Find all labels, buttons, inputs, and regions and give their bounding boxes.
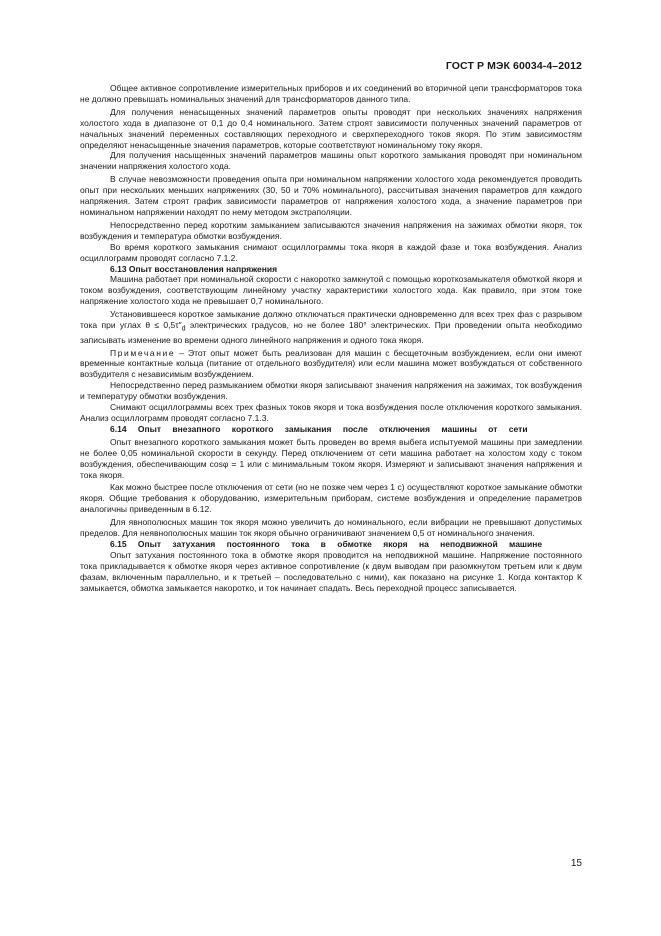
paragraph: Опыт затухания постоянного тока в обмотке якоря проводится на неподвижной машине. Напряжение постоянного тока прикладывается к обмотке якоря через активное сопротивление (к двум выводам при разомкнутом третьем или к двум фазам, включенным параллельно, и к третьей – последовательно с ними), как показано на рисунке 1. Когда контактор К замыкается, обмотка замыкается накоротко, и ток начинает спадать. Весь переходной процесс записывается.: [80, 549, 582, 593]
paragraph: [80, 309, 582, 345]
paragraph: Опыт внезапного короткого замыкания может быть проведен во время выбега испытуемой машины при замедлении не более 0,05 номинальной скорости в секунду. Перед отключением от сети машина работает на холостом ходу с током возбуждения, обеспечивающим cosφ = 1 или с минимальным током якоря. Измеряют и записывают значения напряжения и тока якоря.: [80, 436, 582, 480]
paragraph: Как можно быстрее после отключения от сети (но не позже чем через 1 с) осуществляют короткое замыкание обмотки якоря. Общие требования к оборудованию, измерительным приборам, системе возбуждения и определение параметров аналогичны приведенным в 6.12.: [80, 482, 582, 515]
section-heading-6-15: 6.15 Опыт затухания постоянного тока в обмотке якоря на неподвижной машине: [110, 538, 543, 549]
subscript: d: [181, 324, 186, 333]
paragraph: Непосредственно перед размыканием обмотки якоря записывают значения напряжения на зажимах, ток возбуждения и температуру обмотки возбуждения.: [80, 380, 582, 402]
document-body: [80, 83, 582, 593]
note-label: Примечание: [110, 347, 176, 358]
page-number: 15: [570, 858, 582, 869]
note-text: – Этот опыт может быть реализован для машин с бесщеточным возбуждением, если они имеют временные контактные кольца (питание от отдельного возбудителя) или если машина может возбуждаться от собственного возбудителя с независимым возбуждением.: [80, 347, 582, 380]
note-paragraph: [80, 348, 582, 381]
paragraph: Для получения ненасыщенных значений параметров опыты проводят при нескольких значениях напряжения холостого хода в диапазоне от 0,1 до 0,4 номинального. Затем строят зависимости полученных значений параметров от начальных значений переменных составляющих переходного и сверхпереходного токов якоря. По этим зависимостям определяют ненасыщенные значения параметров, которые соответствуют номинальному току якоря.: [80, 106, 582, 150]
paragraph: Общее активное сопротивление измерительных приборов и их соединений во вторичной цепи трансформаторов тока не должно превышать номинальных значений для трансформаторов данного типа.: [80, 83, 582, 104]
paragraph: Снимают осциллограммы всех трех фазных токов якоря и тока возбуждения после отключения короткого замыкания. Анализ осциллограмм проводят согласно 7.1.3.: [80, 402, 582, 423]
paragraph: Машина работает при номинальной скорости с накоротко замкнутой с помощью короткозамыкателя обмоткой якоря и током возбуждения, соответствующим линейному участку характеристики холостого хода. Как правило, при этом токе напряжение холостого хода не превышает 0,7 номинального.: [80, 274, 582, 307]
paragraph: Во время короткого замыкания снимают осциллограммы тока якоря в каждой фазе и тока возбуждения. Анализ осциллограмм проводят согласно 7.1.2.: [80, 241, 582, 263]
paragraph-text: Установившееся короткое замыкание должно отключаться практически одновременно для всех трех фаз с разрывом тока при углах θ ≤ 0,5τ″: [80, 309, 582, 331]
section-heading-6-13: 6.13 Опыт восстановления напряжения: [110, 263, 278, 274]
paragraph: Для получения насыщенных значений параметров машины опыт короткого замыкания проводят при номинальном значении напряжения холостого хода.: [80, 150, 582, 172]
paragraph: В случае невозможности проведения опыта при номинальном напряжении холостого хода рекомендуется проводить опыт при нескольких меньших напряжениях (30, 50 и 70% номинального), рассчитывая значения параметров для каждого напряжения. Затем строят график зависимости параметров от напряжения холостого хода, а значение параметров при номинальном напряжении находят по нему методом экстраполяции.: [80, 174, 582, 217]
document-header: ГОСТ Р МЭК 60034-4–2012: [445, 60, 582, 72]
section-heading-6-14: 6.14 Опыт внезапного короткого замыкания после отключения машины от сети: [110, 423, 528, 434]
paragraph-text: электрических градусов, но не более 180° электрических. При проведении опыта необходимо записывать изменение во времени одного линейного напряжения и одного тока якоря.: [80, 320, 582, 345]
paragraph: Непосредственно перед коротким замыканием записываются значения напряжения на зажимах обмотки якоря, ток возбуждения и температура обмотки возбуждения.: [80, 219, 582, 241]
paragraph: Для явнополюсных машин ток якоря можно увеличить до номинального, если вибрации не превышают допустимых пределов. Для неявнополюсных машин ток якоря обычно ограничивают значением 0,5 от номинального значения.: [80, 517, 582, 539]
